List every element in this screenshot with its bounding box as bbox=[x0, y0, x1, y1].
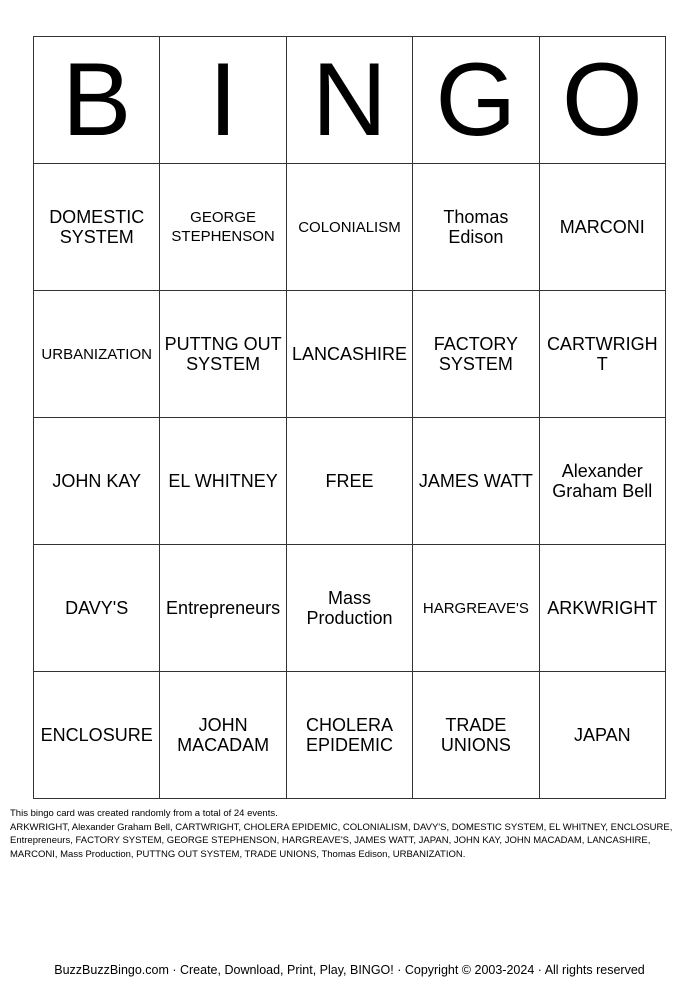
bingo-row bbox=[34, 545, 666, 672]
bingo-cell: Mass Production bbox=[286, 545, 412, 672]
bingo-cell: DAVY'S bbox=[34, 545, 160, 672]
bingo-cell: FACTORY SYSTEM bbox=[413, 291, 539, 418]
header-letter-n: N bbox=[286, 37, 412, 164]
bingo-row bbox=[34, 291, 666, 418]
event-list-note bbox=[10, 807, 686, 861]
bingo-cell: Entrepreneurs bbox=[160, 545, 286, 672]
bingo-card bbox=[33, 36, 666, 799]
bingo-cell: JOHN KAY bbox=[34, 418, 160, 545]
bingo-cell: ENCLOSURE bbox=[34, 672, 160, 799]
bingo-row bbox=[34, 164, 666, 291]
header-letter-i: I bbox=[160, 37, 286, 164]
bingo-cell: Alexander Graham Bell bbox=[539, 418, 665, 545]
header-letter-g: G bbox=[413, 37, 539, 164]
bingo-cell: TRADE UNIONS bbox=[413, 672, 539, 799]
bingo-cell: JOHN MACADAM bbox=[160, 672, 286, 799]
header-letter-o: O bbox=[539, 37, 665, 164]
note-intro: This bingo card was created randomly from a total of 24 events. bbox=[10, 808, 278, 819]
note-event-list: ARKWRIGHT, Alexander Graham Bell, CARTWRIGHT, CHOLERA EPIDEMIC, COLONIALISM, DAVY'S, DOMESTIC SYSTEM, EL WHITNEY, ENCLOSURE, Entrepreneurs, FACTORY SYSTEM, GEORGE STEPHENSON, HARGREAVE'S, JAMES WATT, JAPAN, JOHN KAY, JOHN MACADAM, LANCASHIRE, MARCONI, Mass Production, PUTTNG OUT SYSTEM, TRADE UNIONS, Thomas Edison, URBANIZATION. bbox=[10, 821, 673, 860]
bingo-cell: Thomas Edison bbox=[413, 164, 539, 291]
bingo-cell: LANCASHIRE bbox=[286, 291, 412, 418]
header-letter-b: B bbox=[34, 37, 160, 164]
bingo-cell: JAMES WATT bbox=[413, 418, 539, 545]
bingo-cell: CARTWRIGHT bbox=[539, 291, 665, 418]
bingo-cell: PUTTNG OUT SYSTEM bbox=[160, 291, 286, 418]
bingo-cell: CHOLERA EPIDEMIC bbox=[286, 672, 412, 799]
bingo-cell: MARCONI bbox=[539, 164, 665, 291]
bingo-cell: HARGREAVE'S bbox=[413, 545, 539, 672]
bingo-row bbox=[34, 418, 666, 545]
copyright-footer: BuzzBuzzBingo.com · Create, Download, Print, Play, BINGO! · Copyright © 2003-2024 · All rights reserved bbox=[54, 963, 645, 977]
free-space-cell: FREE bbox=[286, 418, 412, 545]
bingo-cell: URBANIZATION bbox=[34, 291, 160, 418]
bingo-cell: DOMESTIC SYSTEM bbox=[34, 164, 160, 291]
bingo-header-row bbox=[34, 37, 666, 164]
bingo-cell: GEORGE STEPHENSON bbox=[160, 164, 286, 291]
bingo-cell: COLONIALISM bbox=[286, 164, 412, 291]
bingo-row bbox=[34, 672, 666, 799]
bingo-cell: JAPAN bbox=[539, 672, 665, 799]
bingo-cell: EL WHITNEY bbox=[160, 418, 286, 545]
bingo-cell: ARKWRIGHT bbox=[539, 545, 665, 672]
